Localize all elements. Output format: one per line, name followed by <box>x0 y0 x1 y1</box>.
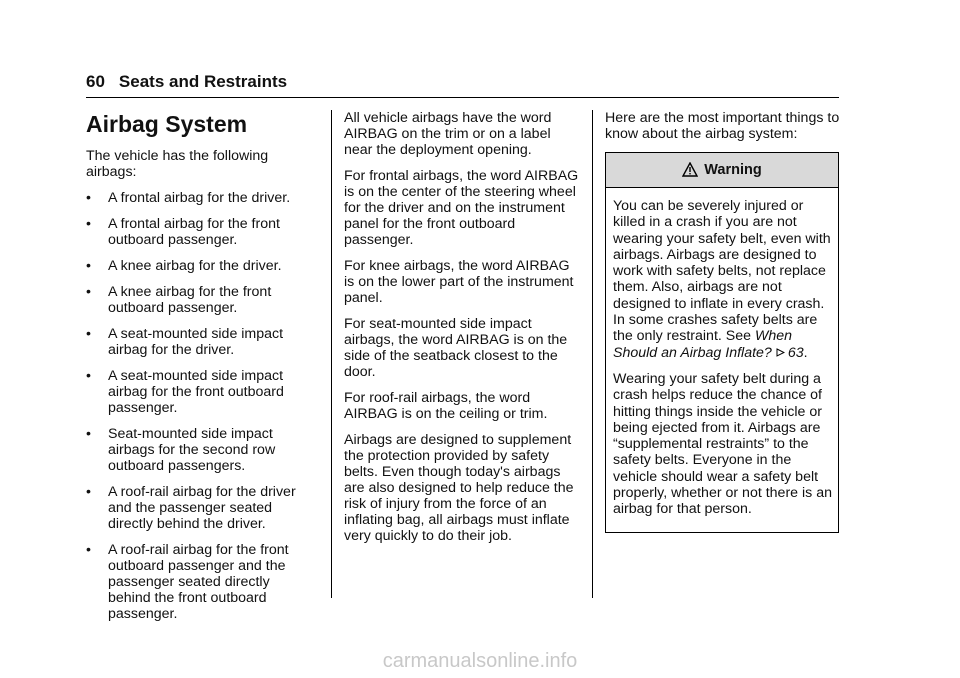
warning-paragraph: Wearing your safety belt during a crash helps reduce the chance of hitting things inside the vehicle or being ejected from it. Airbags are “supplemental restraints” to the safety belts. Everyone in the vehicle should wear a safety belt properly, whether or not there is an airbag for that person. <box>613 370 832 518</box>
bullet-icon: • <box>86 326 91 342</box>
list-item: • A seat-mounted side impact airbag for the front outboard passenger. <box>86 368 284 416</box>
list-item: • A seat-mounted side impact airbag for the driver. <box>86 326 284 358</box>
body-paragraph: For seat-mounted side impact airbags, the word AIRBAG is on the side of the seatback closest to the door. <box>344 316 568 380</box>
watermark: carmanualsonline.info <box>382 650 578 672</box>
warning-header <box>606 153 838 188</box>
column-divider <box>331 110 332 598</box>
list-item: • A roof-rail airbag for the driver and the passenger seated directly behind the driver. <box>86 484 296 532</box>
page-title: Airbag System <box>86 111 248 137</box>
bullet-icon: • <box>86 484 91 500</box>
column-2 <box>344 110 579 554</box>
page-reference-icon <box>776 348 785 357</box>
header-rule <box>86 97 839 98</box>
reference-page[interactable]: 63 <box>787 344 804 361</box>
bullet-icon: • <box>86 426 91 442</box>
list-item: • A roof-rail airbag for the front outboard passenger and the passenger seated directly behind the front outboard passenger. <box>86 542 289 622</box>
column-1 <box>86 110 311 632</box>
list-item: • A frontal airbag for the front outboard passenger. <box>86 216 280 248</box>
list-item: • A knee airbag for the driver. <box>86 258 282 274</box>
warning-title: Warning <box>704 162 762 178</box>
body-paragraph: For roof-rail airbags, the word AIRBAG is on the ceiling or trim. <box>344 390 548 422</box>
bullet-icon: • <box>86 542 91 558</box>
intro-paragraph: The vehicle has the following airbags: <box>86 148 269 180</box>
list-item: • A frontal airbag for the driver. <box>86 190 291 206</box>
section-title: Seats and Restraints <box>118 72 288 91</box>
bullet-icon: • <box>86 368 91 384</box>
intro-paragraph: Here are the most important things to know about the airbag system: <box>605 110 840 142</box>
airbag-list <box>86 190 311 622</box>
body-paragraph: All vehicle airbags have the word AIRBAG on the trim or on a label near the deployment opening. <box>344 110 552 158</box>
bullet-icon: • <box>86 216 91 232</box>
list-item: • A knee airbag for the front outboard passenger. <box>86 284 272 316</box>
body-paragraph: For knee airbags, the word AIRBAG is on the lower part of the instrument panel. <box>344 258 574 306</box>
body-paragraph: Airbags are designed to supplement the protection provided by safety belts. Even though today's airbags are also designed to help reduce the risk of injury from the force of an inflating bag, all airbags must inflate very quickly to do their job. <box>344 432 574 544</box>
cross-reference-link[interactable]: When Should an Airbag Inflate? <box>613 328 793 361</box>
bullet-icon: • <box>86 258 91 274</box>
warning-paragraph: You can be severely injured or killed in a crash if you are not wearing your safety belt, even with airbags. Airbags are designed to work with safety belts, not replace them. Also, airbags are not designed to inflate in every crash. In some crashes safety belts are the only restraint. See When Should an Airbag Inflate? 63. <box>613 198 831 361</box>
warning-box <box>605 152 839 533</box>
list-item: • Seat-mounted side impact airbags for the second row outboard passengers. <box>86 426 276 474</box>
page-header <box>86 72 287 92</box>
page-number: 60 <box>86 72 105 91</box>
bullet-icon: • <box>86 284 91 300</box>
column-3 <box>605 110 840 533</box>
warning-body <box>606 188 838 532</box>
bullet-icon: • <box>86 190 91 206</box>
column-divider <box>592 110 593 598</box>
body-paragraph: For frontal airbags, the word AIRBAG is on the center of the steering wheel for the driver and on the instrument panel for the front outboard passenger. <box>344 168 579 248</box>
warning-icon <box>682 162 698 178</box>
